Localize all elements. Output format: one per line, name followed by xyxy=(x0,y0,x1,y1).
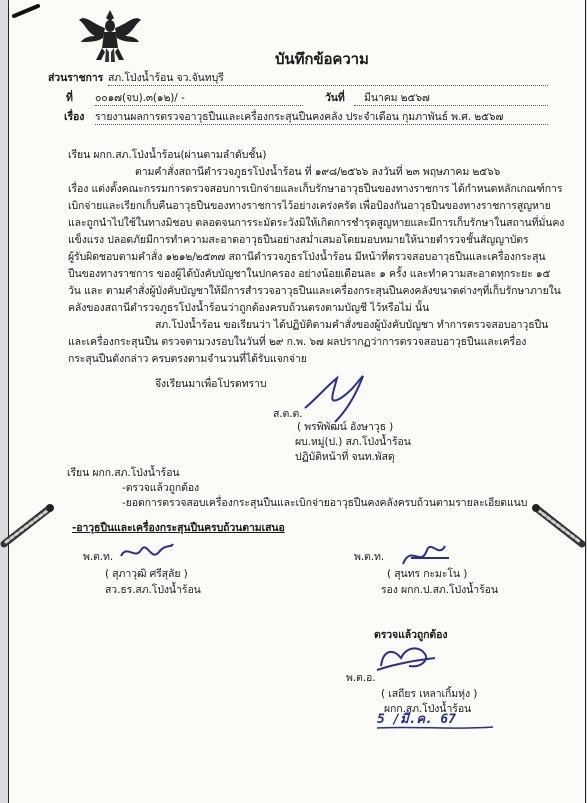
binder-clip-top xyxy=(12,4,40,20)
body-line: เบิกจ่ายและเรียกเก็บคืนอาวุธปืนของทางราชการไว้อย่างเคร่งครัด เพื่อป้องกันอาวุธปืนของทางราชการสูญหาย xyxy=(68,200,551,212)
signer4-name: ( เสถียร เหลาเกิ้มหุ่ง ) xyxy=(381,688,478,700)
body-line: ปืนของทางราชการ ของผู้ได้บังคับบัญชาในปกครอง อย่างน้อยเดือนละ ๑ ครั้ง และทำความสะอาดทุกระยะ ๑๕ xyxy=(68,268,551,280)
handwritten-date: 5 /มี.ค. 67 xyxy=(377,712,456,727)
proposal-note: -อาวุธปืนและเครื่องกระสุนปืนครบถ้วนตามเสนอ xyxy=(72,522,285,534)
signer4-note: ตรวจแล้วถูกต้อง xyxy=(374,629,448,641)
date-label: วันที่ xyxy=(325,92,345,104)
agency-label: ส่วนราชการ xyxy=(48,72,104,84)
signature-1 xyxy=(297,368,377,428)
signer2-position: สว.ธร.สภ.โป่งน้ำร้อน xyxy=(105,584,201,596)
body-line: คลังของสถานีตำรวจภูธรโป่งน้ำร้อนว่าถูกต้องครบถ้วนตรงตามบัญชี ไว้หรือไม่ นั้น xyxy=(68,302,430,314)
signer1-position: ปฏิบัติหน้าที่ จนท.พัสดุ xyxy=(295,451,395,463)
signature-4 xyxy=(371,640,441,676)
body-line: วัน และ ตามคำสั่งผู้บังคับบัญชาให้มีการสำรวจอาวุธปืนและเครื่องกระสุนปืนคงคลังขนาดต่างๆที่เก็บรักษาภายใน xyxy=(68,285,561,297)
subject-value: รายงานผลการตรวจอาวุธปืนและเครื่องกระสุนปืนคงคลัง ประจำเดือน กุมภาพันธ์ พ.ศ. ๒๕๖๗ xyxy=(95,111,548,125)
endorse-to: เรียน ผกก.สภ.โป่งน้ำร้อน xyxy=(67,467,180,479)
body-line: และถูกนำไปใช้ในทางมิชอบ ตลอดจนการระมัดระวังมิให้เกิดการชำรุดสูญหายและมีการเก็บรักษาในสถานที่มั่นคง xyxy=(68,217,565,229)
date-underline xyxy=(375,722,495,732)
signer1-rank: ส.ต.ต. xyxy=(273,408,303,420)
memo-title: บันทึกข้อความ xyxy=(275,50,369,68)
signer3-name: ( สุนทร กะมะโน ) xyxy=(387,568,468,580)
body-line: ตามคำสั่งสถานีตำรวจภูธรโป่งน้ำร้อน ที่ ๑๙๘/๒๕๖๖ ลงวันที่ ๒๓ พฤษภาคม ๒๕๖๖ xyxy=(135,166,501,178)
endorse-item: -ตรวจแล้วถูกต้อง xyxy=(122,482,200,494)
signer2-rank: พ.ต.ท. xyxy=(83,551,114,563)
ref-value: ๐๐๑๗(จบ).๓(๑๒)/ - xyxy=(95,92,303,106)
body-line: กระสุนปืนดังกล่าว ครบตรงตามจำนวนที่ได้รับแจกจ่าย xyxy=(68,353,307,365)
closing: จึงเรียนมาเพื่อโปรดทราบ xyxy=(155,378,267,390)
body-line: และเครื่องกระสุนปืน ตรวจตามวงรอบในวันที่ ๒๙ ก.พ. ๖๗ ผลปรากฏว่าการตรวจสอบอาวุธปืนและเครื่อง xyxy=(68,336,527,348)
signer3-rank: พ.ต.ท. xyxy=(354,551,385,563)
signer3-position: รอง ผกก.ป.สภ.โป่งน้ำร้อน xyxy=(381,584,498,596)
endorse-item: -ยอดการตรวจสอบเครื่องกระสุนปืนและเบิกจ่ายอาวุธปืนคงคลังครบถ้วนตามรายละเอียดแนบ xyxy=(122,497,528,509)
signature-3 xyxy=(397,538,457,572)
signer2-name: ( สุภาวุฒิ ศรีสุลัย ) xyxy=(105,568,188,580)
ref-label: ที่ xyxy=(66,92,73,104)
body-line: สภ.โป่งน้ำร้อน ขอเรียนว่า ได้ปฏิบัติตามคำสั่งของผู้บังคับบัญชา ทำการตรวจสอบอาวุธปืน xyxy=(155,319,549,331)
memo-page xyxy=(8,0,586,803)
signer4-position: ผกก.สภ.โป่งน้ำร้อน xyxy=(384,703,472,715)
body-line: แข็งแรง ปลอดภัยมีการทำความสะอาดอาวุธปืนอย่างสม่ำเสมอโดยมอบหมายให้นายตำรวจชั้นสัญญาบัตร xyxy=(68,234,529,246)
signer4-rank: พ.ต.อ. xyxy=(346,672,376,684)
subject-label: เรื่อง xyxy=(64,111,85,123)
body-line: ผู้รับผิดชอบตามคำสั่ง ๑๒๑๒/๒๕๓๗ สถานีตำรวจภูธรโป่งน้ำร้อน มีหน้าที่ตรวจสอบอาวุธปืนและเครื่องกระสุน xyxy=(68,251,546,263)
salutation: เรียน ผกก.สภ.โป่งน้ำร้อน(ผ่านตามลำดับชั้น) xyxy=(68,149,267,161)
signer1-position: ผบ.หมู่(ป.) สภ.โป่งน้ำร้อน xyxy=(295,436,411,448)
binder-clip-mid-right xyxy=(528,498,586,550)
date-value: มีนาคม ๒๕๖๗ xyxy=(354,92,548,106)
body-line: เรื่อง แต่งตั้งคณะกรรมการตรวจสอบการเบิกจ่ายและเก็บรักษาอาวุธปืนของทางราชการ ได้กำหนดหลักเกณฑ์การ xyxy=(68,183,563,195)
agency-value: สภ.โป่งน้ำร้อน จว.จันทบุรี xyxy=(108,72,548,86)
signature-2 xyxy=(117,534,177,568)
binder-clip-mid-left xyxy=(0,498,58,550)
garuda-emblem xyxy=(75,6,145,66)
signer1-name: ( พรพิพัฒน์ อังษาวุธ ) xyxy=(297,421,394,433)
